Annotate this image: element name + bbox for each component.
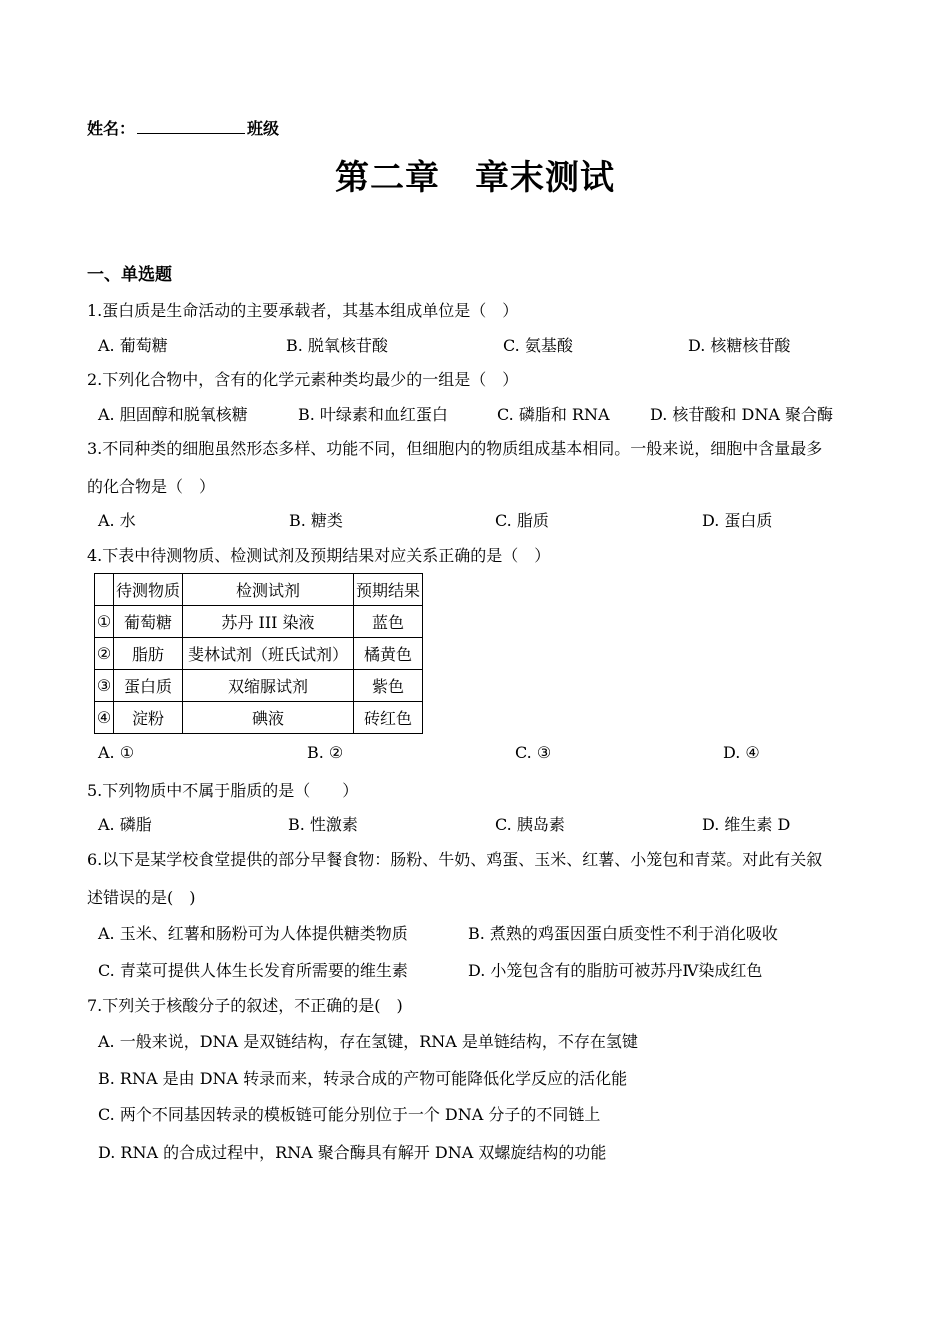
q7-option-b[interactable]: B. RNA 是由 DNA 转录而来，转录合成的产物可能降低化学反应的活化能 (98, 1069, 628, 1088)
table-cell: 苏丹 III 染液 (183, 606, 354, 638)
q2-option-b[interactable]: B. 叶绿素和血红蛋白 (298, 405, 448, 424)
q3-option-b[interactable]: B. 糖类 (289, 511, 343, 530)
q2-option-a[interactable]: A. 胆固醇和脱氧核糖 (98, 405, 248, 424)
table-cell: 紫色 (354, 670, 423, 702)
table-cell: 脂肪 (114, 638, 183, 670)
question-5-stem: 5.下列物质中不属于脂质的是（ ） (87, 781, 359, 800)
q2-option-d[interactable]: D. 核苷酸和 DNA 聚合酶 (650, 405, 833, 424)
question-1-stem: 1.蛋白质是生命活动的主要承载者，其基本组成单位是（ ） (87, 301, 519, 320)
q3-option-a[interactable]: A. 水 (98, 511, 136, 530)
table-header-cell: 检测试剂 (183, 574, 354, 606)
table-cell: 砖红色 (354, 702, 423, 734)
q3-option-d[interactable]: D. 蛋白质 (702, 511, 773, 530)
table-cell: 橘黄色 (354, 638, 423, 670)
table-cell: 蓝色 (354, 606, 423, 638)
q4-option-c[interactable]: C. ③ (515, 743, 552, 762)
table-cell: 斐林试剂（班氏试剂） (183, 638, 354, 670)
table-header-row (95, 574, 423, 606)
question-6-stem-line1: 6.以下是某学校食堂提供的部分早餐食物：肠粉、牛奶、鸡蛋、玉米、红薯、小笼包和青菜。对此有关叙 (87, 850, 823, 869)
q4-option-a[interactable]: A. ① (98, 743, 135, 762)
q5-option-c[interactable]: C. 胰岛素 (495, 815, 565, 834)
name-label: 姓名： (87, 119, 136, 138)
table-header-cell (95, 574, 114, 606)
question-2-stem: 2.下列化合物中，含有的化学元素种类均最少的一组是（ ） (87, 370, 519, 389)
table-cell: 蛋白质 (114, 670, 183, 702)
q1-option-d[interactable]: D. 核糖核苷酸 (688, 336, 791, 355)
q4-option-d[interactable]: D. ④ (723, 743, 760, 762)
table-row (95, 670, 423, 702)
q4-option-b[interactable]: B. ② (307, 743, 344, 762)
question-6-stem-line2: 述错误的是( ) (87, 888, 196, 907)
table-cell: ④ (95, 702, 114, 734)
table-header-cell: 待测物质 (114, 574, 183, 606)
table-cell: ② (95, 638, 114, 670)
q2-option-c[interactable]: C. 磷脂和 RNA (497, 405, 610, 424)
q1-option-c[interactable]: C. 氨基酸 (503, 336, 573, 355)
table-cell: 碘液 (183, 702, 354, 734)
q5-option-b[interactable]: B. 性激素 (288, 815, 358, 834)
table-row (95, 638, 423, 670)
q7-option-d[interactable]: D. RNA 的合成过程中，RNA 聚合酶具有解开 DNA 双螺旋结构的功能 (98, 1143, 607, 1162)
reagent-table (94, 573, 423, 734)
q6-option-c[interactable]: C. 青菜可提供人体生长发育所需要的维生素 (98, 961, 408, 980)
q1-option-b[interactable]: B. 脱氧核苷酸 (286, 336, 388, 355)
q6-option-a[interactable]: A. 玉米、红薯和肠粉可为人体提供糖类物质 (98, 924, 408, 943)
q3-option-c[interactable]: C. 脂质 (495, 511, 549, 530)
table-header-cell: 预期结果 (354, 574, 423, 606)
q1-option-a[interactable]: A. 葡萄糖 (98, 336, 168, 355)
q6-option-b[interactable]: B. 煮熟的鸡蛋因蛋白质变性不利于消化吸收 (468, 924, 778, 943)
table-row (95, 606, 423, 638)
name-blank[interactable] (137, 119, 245, 134)
table-cell: 双缩脲试剂 (183, 670, 354, 702)
q5-option-d[interactable]: D. 维生素 D (702, 815, 791, 834)
q6-option-d[interactable]: D. 小笼包含有的脂肪可被苏丹Ⅳ染成红色 (468, 961, 763, 980)
section-heading: 一、单选题 (87, 265, 172, 285)
question-3-stem-line2: 的化合物是（ ） (87, 477, 216, 496)
table-cell: 淀粉 (114, 702, 183, 734)
table-row (95, 702, 423, 734)
student-info-line (87, 116, 279, 139)
class-label: 班级 (247, 119, 280, 138)
page-title: 第二章 章末测试 (335, 158, 615, 198)
table-cell: ③ (95, 670, 114, 702)
table-cell: 葡萄糖 (114, 606, 183, 638)
table-cell: ① (95, 606, 114, 638)
question-4-stem: 4.下表中待测物质、检测试剂及预期结果对应关系正确的是（ ） (87, 546, 551, 565)
q7-option-a[interactable]: A. 一般来说，DNA 是双链结构，存在氢键，RNA 是单链结构，不存在氢键 (98, 1032, 638, 1051)
question-7-stem: 7.下列关于核酸分子的叙述，不正确的是( ) (87, 996, 403, 1015)
q7-option-c[interactable]: C. 两个不同基因转录的模板链可能分别位于一个 DNA 分子的不同链上 (98, 1105, 601, 1124)
q5-option-a[interactable]: A. 磷脂 (98, 815, 152, 834)
question-3-stem-line1: 3.不同种类的细胞虽然形态多样、功能不同，但细胞内的物质组成基本相同。一般来说，细胞中含量最多 (87, 439, 823, 458)
